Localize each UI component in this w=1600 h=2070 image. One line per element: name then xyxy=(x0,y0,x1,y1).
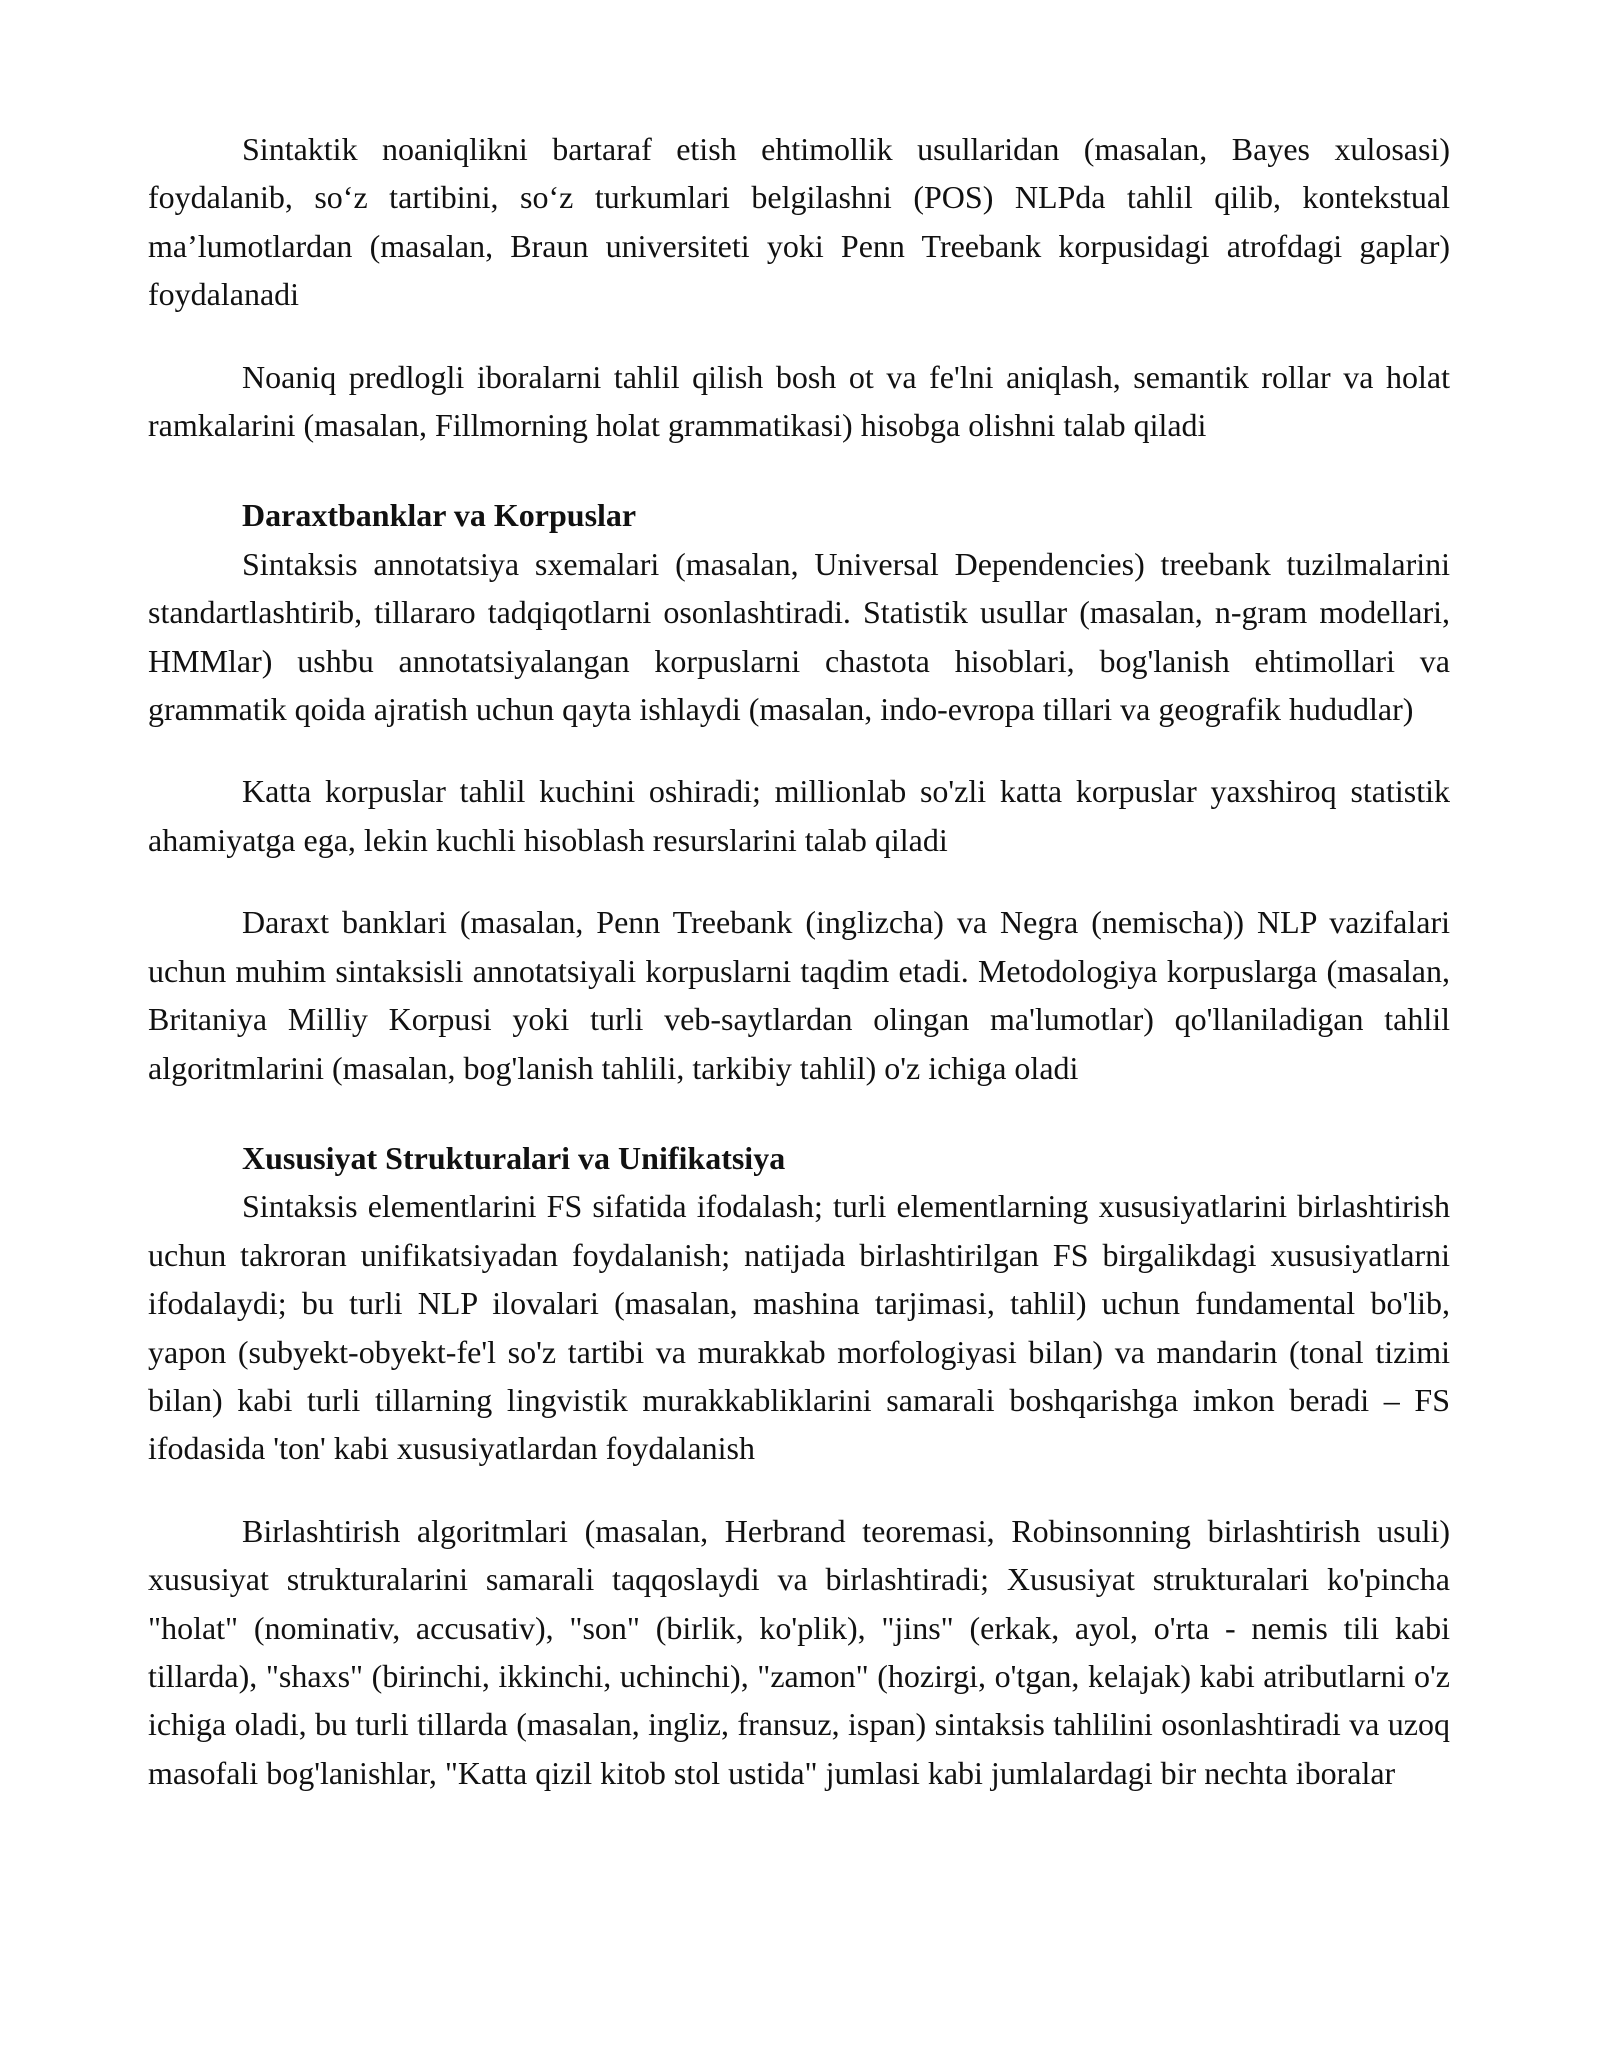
document-page xyxy=(148,125,1450,1797)
paragraph-syntactic-ambiguity: Sintaktik noaniqlikni bartaraf etish ehtimollik usullaridan (masalan, Bayes xulosasi) foydalanib, so‘z tartibini, so‘z turkumlari belgilashni (POS) NLPda tahlil qilib, kontekstual ma’lumotlardan (masalan, Braun universiteti yoki Penn Treebank korpusidagi atrofdagi gaplar) foydalanadi xyxy=(148,131,1450,313)
paragraph-prepositional-phrases: Noaniq predlogli iboralarni tahlil qilish bosh ot va fe'lni aniqlash, semantik rollar va holat ramkalarini (masalan, Fillmorning holat grammatikasi) hisobga olishni talab qiladi xyxy=(148,358,1450,444)
heading-feature-structures: Xususiyat Strukturalari va Unifikatsiya xyxy=(242,1139,786,1176)
paragraph-unification-algorithms: Birlashtirish algoritmlari (masalan, Herbrand teoremasi, Robinsonning birlashtirish usuli) xususiyat strukturalarini samarali taqqoslaydi va birlashtiradi; Xususiyat strukturalari ko'pincha "holat" (nominativ, accusativ), "son" (birlik, ko'plik), "jins" (erkak, ayol, o'rta - nemis tili kabi tillarda), "shaxs" (birinchi, ikkinchi, uchinchi), "zamon" (hozirgi, o'tgan, kelajak) kabi atributlarni o'z ichiga oladi, bu turli tillarda (masalan, ingliz, fransuz, ispan) sintaksis tahlilini osonlashtiradi va uzoq masofali bog'lanishlar, "Katta qizil kitob stol ustida" jumlasi kabi jumlalardagi bir nechta iboralar xyxy=(148,1512,1450,1791)
paragraph-feature-structures: Sintaksis elementlarini FS sifatida ifodalash; turli elementlarning xususiyatlarini birlashtirish uchun takroran unifikatsiyadan foydalanish; natijada birlashtirilgan FS birgalikdagi xususiyatlarni ifodalaydi; bu turli NLP ilovalari (masalan, mashina tarjimasi, tahlil) uchun fundamental bo'lib, yapon (subyekt-obyekt-fe'l so'z tartibi va murakkab morfologiyasi bilan) va mandarin (tonal tizimi bilan) kabi turli tillarning lingvistik murakkabliklarini samarali boshqarishga imkon beradi – FS ifodasida 'ton' kabi xususiyatlardan foydalanish xyxy=(148,1188,1450,1467)
paragraph-large-corpora: Katta korpuslar tahlil kuchini oshiradi; millionlab so'zli katta korpuslar yaxshiroq statistik ahamiyatga ega, lekin kuchli hisoblash resurslarini talab qiladi xyxy=(148,773,1450,858)
heading-treebanks-corpora: Daraxtbanklar va Korpuslar xyxy=(242,497,637,534)
paragraph-treebanks: Daraxt banklari (masalan, Penn Treebank (inglizcha) va Negra (nemischa)) NLP vazifalari uchun muhim sintaksisli annotatsiyali korpuslarni taqdim etadi. Metodologiya korpuslarga (masalan, Britaniya Milliy Korpusi yoki turli veb-saytlardan olingan ma'lumotlar) qo'llaniladigan tahlil algoritmlarini (masalan, bog'lanish tahlili, tarkibiy tahlil) o'z ichiga oladi xyxy=(148,904,1450,1086)
paragraph-annotation-schemes: Sintaksis annotatsiya sxemalari (masalan, Universal Dependencies) treebank tuzilmalarini standartlashtirib, tillararo tadqiqotlarni osonlashtiradi. Statistik usullar (masalan, n-gram modellari, HMMlar) ushbu annotatsiyalangan korpuslarni chastota hisoblari, bog'lanish ehtimollari va grammatik qoida ajratish uchun qayta ishlaydi (masalan, indo-evropa tillari va geografik hududlar) xyxy=(148,545,1450,728)
